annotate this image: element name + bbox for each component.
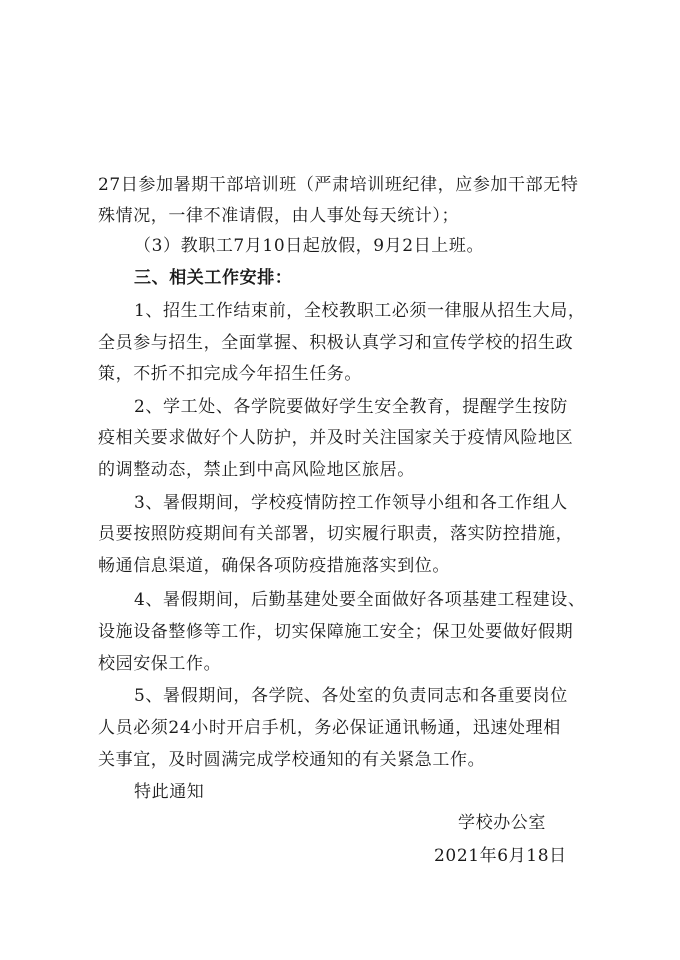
closing-line: 特此通知 <box>134 782 205 802</box>
paragraph-line: 殊情况，一律不准请假，由人事处每天统计）； <box>98 206 460 226</box>
paragraph-line: 5、暑假期间，各学院、各处室的负责同志和各重要岗位 <box>134 686 568 706</box>
paragraph-line: 策，不折不扣完成今年招生任务。 <box>98 364 362 384</box>
paragraph-line: 疫相关要求做好个人防护，并及时关注国家关于疫情风险地区 <box>98 428 574 448</box>
signature-office: 学校办公室 <box>458 813 546 833</box>
paragraph-line: 员要按照防疫期间有关部署，切实履行职责，落实防控措施， <box>98 524 574 544</box>
paragraph-line: 校园安保工作。 <box>98 654 222 674</box>
paragraph-line: 设施设备整修等工作，切实保障施工安全；保卫处要做好假期 <box>98 622 574 642</box>
paragraph-line: 全员参与招生，全面掌握、积极认真学习和宣传学校的招生政 <box>98 333 574 353</box>
paragraph-line: 畅通信息渠道，确保各项防疫措施落实到位。 <box>98 556 450 576</box>
paragraph-line: 2、学工处、各学院要做好学生安全教育，提醒学生按防 <box>134 397 568 417</box>
paragraph-line: 1、招生工作结束前，全校教职工必须一律服从招生大局， <box>134 301 586 321</box>
paragraph-line: 人员必须24小时开启手机，务必保证通讯畅通，迅速处理相 <box>98 718 561 738</box>
paragraph-line: 关事宜，及时圆满完成学校通知的有关紧急工作。 <box>98 750 486 770</box>
paragraph-line: （3）教职工7月10日起放假，9月2日上班。 <box>134 236 485 256</box>
paragraph-line: 4、暑假期间，后勤基建处要全面做好各项基建工程建设、 <box>134 590 586 610</box>
signature-date: 2021年6月18日 <box>434 846 567 866</box>
section-heading: 三、相关工作安排： <box>134 268 293 288</box>
paragraph-line: 3、暑假期间，学校疫情防控工作领导小组和各工作组人 <box>134 493 568 513</box>
paragraph-line: 27日参加暑期干部培训班（严肃培训班纪律，应参加干部无特 <box>98 175 579 195</box>
paragraph-line: 的调整动态，禁止到中高风险地区旅居。 <box>98 460 415 480</box>
